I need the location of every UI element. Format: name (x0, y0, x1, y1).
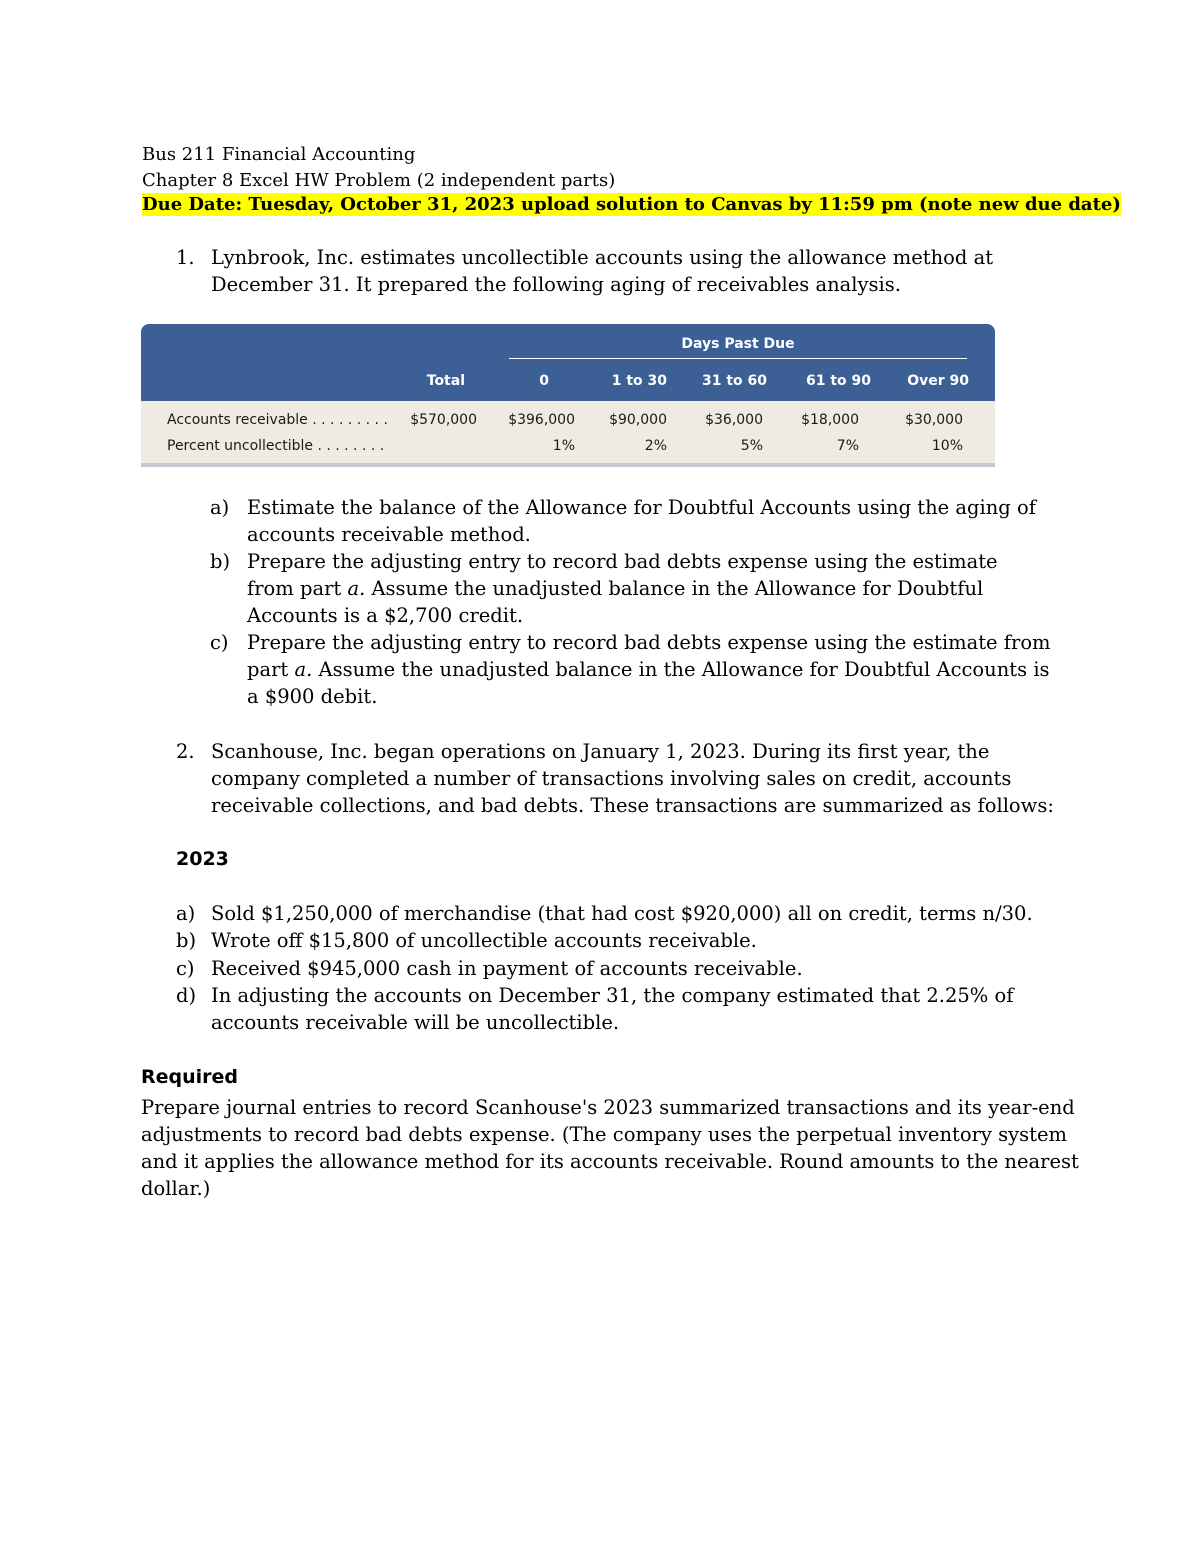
part-b-text (247, 548, 1047, 629)
part-a-letter: a) (210, 496, 230, 519)
question-1-text: Lynbrook, Inc. estimates uncollectible accounts using the allowance method at December 31. It prepared the following aging of receivables analysis. (211, 246, 994, 296)
column-header-1-30: 1 to 30 (611, 373, 667, 389)
course-title: Bus 211 Financial Accounting (142, 144, 416, 165)
cell-pct-1-30: 2% (644, 438, 667, 454)
days-past-due-label: Days Past Due (681, 336, 795, 352)
question-1-number: 1. (176, 246, 195, 269)
required-heading: Required (141, 1066, 239, 1088)
question-1-parts (210, 494, 1070, 714)
transaction-c-text: Received $945,000 cash in payment of accounts receivable. (211, 957, 803, 980)
part-c-text-pre: Prepare the adjusting entry to record bad debts expense using the estimate from part (247, 631, 1051, 681)
column-header-0: 0 (539, 373, 549, 389)
transaction-d-letter: d) (176, 984, 197, 1007)
part-c-text-italic: a. (294, 658, 313, 681)
cell-pct-0: 1% (552, 438, 575, 454)
required-text: Prepare journal entries to record Scanhouse's 2023 summarized transactions and its year-end adjustments to record bad debts expense. (The company uses the perpetual inventory system and it applies the allowance method for its accounts receivable. Round amounts to the nearest dollar.) (141, 1096, 1079, 1200)
cell-ar-over-90: $30,000 (905, 412, 963, 428)
due-date-highlight: Due Date: Tuesday, October 31, 2023 upload solution to Canvas by 11:59 pm (note new due date) (142, 194, 1121, 215)
cell-ar-1-30: $90,000 (609, 412, 667, 428)
part-c-text (247, 629, 1057, 710)
part-b-letter: b) (210, 550, 231, 573)
assignment-title: Chapter 8 Excel HW Problem (2 independent parts) (142, 170, 616, 191)
transaction-b-text: Wrote off $15,800 of uncollectible accounts receivable. (211, 929, 757, 952)
part-b-text-pre: Prepare the adjusting entry to record bad debts expense using the estimate from part (247, 550, 998, 600)
transaction-c-letter: c) (176, 957, 195, 980)
due-date (142, 192, 1121, 218)
transaction-a-letter: a) (176, 902, 196, 925)
part-c-text-post: Assume the unadjusted balance in the Allowance for Doubtful Accounts is a $900 debit. (247, 658, 1050, 708)
transaction-d-text: In adjusting the accounts on December 31, the company estimated that 2.25% of accounts receivable will be uncollectible. (211, 984, 1014, 1034)
column-header-31-60: 31 to 60 (701, 373, 767, 389)
cell-pct-31-60: 5% (740, 438, 763, 454)
question-2-text: Scanhouse, Inc. began operations on January 1, 2023. During its first year, the company completed a number of transactions involving sales on credit, accounts receivable collections, and bad debts. These transactions are summarized as follows: (211, 740, 1054, 817)
cell-ar-total: $570,000 (410, 412, 477, 428)
row-label-accounts-receivable: Accounts receivable . . . . . . . . . (167, 412, 388, 428)
aging-table-footer-bar (141, 463, 995, 467)
cell-pct-61-90: 7% (836, 438, 859, 454)
aging-table (141, 324, 995, 467)
cell-pct-over-90: 10% (931, 438, 963, 454)
part-a-text: Estimate the balance of the Allowance for Doubtful Accounts using the aging of accounts receivable method. (247, 496, 1036, 546)
days-past-due-rule (509, 358, 967, 359)
column-header-over-90: Over 90 (907, 373, 969, 389)
part-b-text-italic: a. (347, 577, 366, 600)
year-heading: 2023 (176, 848, 229, 870)
column-header-total: Total (426, 373, 465, 389)
transaction-b-letter: b) (176, 929, 197, 952)
cell-ar-31-60: $36,000 (705, 412, 763, 428)
row-label-percent-uncollectible: Percent uncollectible . . . . . . . . (167, 438, 385, 454)
cell-ar-0: $396,000 (508, 412, 575, 428)
column-header-61-90: 61 to 90 (805, 373, 871, 389)
question-2-number: 2. (176, 740, 195, 763)
part-c-letter: c) (210, 631, 229, 654)
transaction-a-text: Sold $1,250,000 of merchandise (that had cost $920,000) all on credit, terms n/30. (211, 902, 1033, 925)
part-b-text-post: Assume the unadjusted balance in the Allowance for Doubtful Accounts is a $2,700 credit. (247, 577, 984, 627)
question-2-transactions (176, 900, 1076, 1040)
cell-ar-61-90: $18,000 (801, 412, 859, 428)
